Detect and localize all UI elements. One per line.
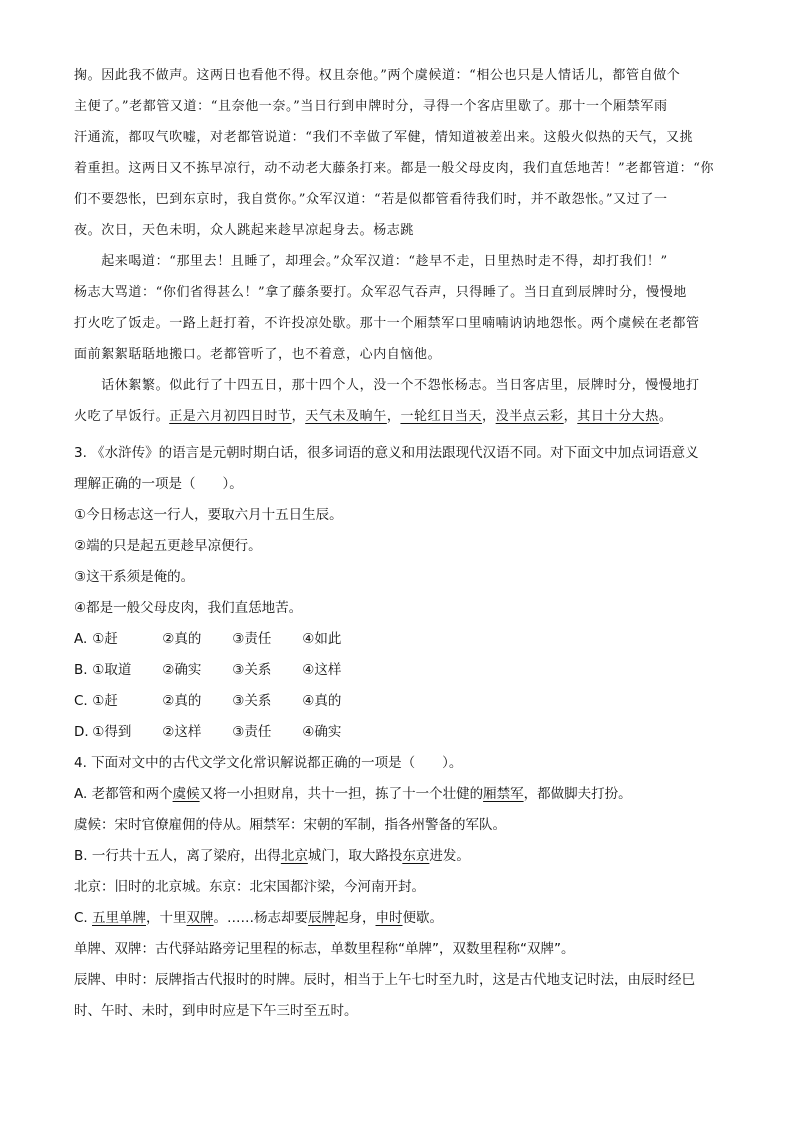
question-4-option-c-note: 单牌、双牌：古代驿站路旁记里程的标志，单数里程称“单牌”，双数里程称“双牌”。: [74, 941, 575, 957]
underlined-term: 五里单牌: [92, 910, 147, 926]
passage-line: 汗通流，都叹气吹嘘，对老都管说道：“我们不幸做了军健，情知道被差出来。这般火似热的天气，又挑: [74, 130, 694, 145]
passage-line: 们不要怨怅，巴到东京时，我自赏你。”众军汉道：“若是似都管看待我们时，并不敢怨怅。”又过了一: [74, 192, 668, 207]
questions-section: [74, 438, 724, 1027]
passage-line: 着重担。这两日又不拣早凉行，动不动老大藤条打来。都是一般父母皮肉，我们直恁地苦！”老都管道：“你: [74, 161, 715, 176]
passage-line: 打火吃了饭走。一路上赶打着，不许投凉处歇。那十一个厢禁军口里喃喃讷讷地怨怅。两个虞候在老都管: [74, 316, 700, 331]
question-4-option-c-note-2: 辰牌、申时：辰牌指古代报时的时牌。辰时，相当于上午七时至九时，这是古代地支记时法，由辰时经巳: [74, 972, 695, 988]
question-4-option-b-note: 北京：旧时的北京城。东京：北宋国都汴梁，今河南开封。: [74, 879, 425, 895]
question-3-stem-cont: 理解正确的一项是（ ）。: [74, 476, 243, 492]
passage-last-line: 火吃了早饭行。正是六月初四日时节，天气未及晌午，一轮红日当天，没半点云彩，其日十分大热。: [74, 409, 673, 424]
underlined-term: 虞候: [172, 786, 200, 802]
question-4-option-a-note: 虞候：宋时官僚雇佣的侍从。厢禁军：宋朝的军制，指各州警备的军队。: [74, 817, 506, 833]
passage-line: 杨志大骂道：“你们省得甚么！”拿了藤条要打。众军忍气吞声，只得睡了。当日直到辰牌时分，慢慢地: [74, 285, 687, 300]
passage-line: 面前絮絮聒聒地搬口。老都管听了，也不着意，心内自恼他。: [74, 347, 442, 362]
underlined-phrase: 没半点云彩: [495, 409, 564, 424]
underlined-term: 北京: [280, 848, 308, 864]
question-3-option-a: A. ①赶 ②真的 ③责任 ④如此: [74, 631, 342, 647]
underlined-term: 申时: [375, 910, 403, 926]
question-3-option-c: C. ①赶 ②真的 ③关系 ④真的: [74, 693, 342, 709]
question-3-item: ②端的只是起五更趁早凉便行。: [74, 538, 262, 554]
underlined-phrase: 其日十分大热: [577, 409, 659, 424]
question-3-option-d: D. ①得到 ②这样 ③责任 ④确实: [74, 724, 342, 740]
underlined-term: 东京: [402, 848, 430, 864]
question-4-option-c-note-2-cont: 时、午时、未时，到申时应是下午三时至五时。: [74, 1003, 358, 1019]
passage-line: 掬。因此我不做声。这两日也看他不得。权且奈他。”两个虞候道：“相公也只是人情话儿，都管自做个: [74, 68, 681, 83]
question-4-stem: 4. 下面对文中的古代文学文化常识解说都正确的一项是（ ）。: [74, 755, 463, 771]
question-4-option-b: B. 一行共十五人，离了梁府，出得北京城门，取大路投东京进发。: [74, 848, 470, 864]
passage-line: 夜。次日，天色未明，众人跳起来趁早凉起身去。杨志跳: [74, 223, 415, 238]
question-3-item: ③这干系须是俺的。: [74, 569, 195, 585]
question-3-item: ④都是一般父母皮肉，我们直恁地苦。: [74, 600, 303, 616]
underlined-term: 厢禁军: [483, 786, 524, 802]
question-4-option-c: C. 五里单牌，十里双牌。……杨志却要辰牌起身，申时便歇。: [74, 910, 444, 926]
question-3-stem: 3. 《水浒传》的语言是元朝时期白话，很多词语的意义和用法跟现代汉语不同。对下面文中加点词语意义: [74, 445, 699, 461]
underlined-phrase: 一轮红日当天: [400, 409, 483, 424]
underlined-term: 辰牌: [308, 910, 336, 926]
passage-text: [74, 60, 724, 432]
passage-line: 主便了。”老都管又道：“且奈他一奈。”当日行到申牌时分，寻得一个客店里歇了。那十一个厢禁军雨: [74, 99, 668, 114]
passage-line: 话休絮繁。似此行了十四五日，那十四个人，没一个不怨怅杨志。当日客店里，辰牌时分，慢慢地打: [74, 378, 700, 393]
underlined-term: 双牌: [186, 910, 214, 926]
question-4-option-a: A. 老都管和两个虞候又将一小担财帛，共十一担，拣了十一个壮健的厢禁军，都做脚夫打扮。: [74, 786, 632, 802]
underlined-phrase: 天气未及晌午: [305, 409, 387, 424]
question-3-item: ①今日杨志这一行人，要取六月十五日生辰。: [74, 507, 343, 523]
passage-line: 起来喝道：“那里去！且睡了，却理会。”众军汉道：“趁早不走，日里热时走不得，却打我们！”: [74, 254, 668, 269]
underlined-phrase: 正是六月初四日时节: [169, 409, 292, 424]
question-3-option-b: B. ①取道 ②确实 ③关系 ④这样: [74, 662, 342, 678]
